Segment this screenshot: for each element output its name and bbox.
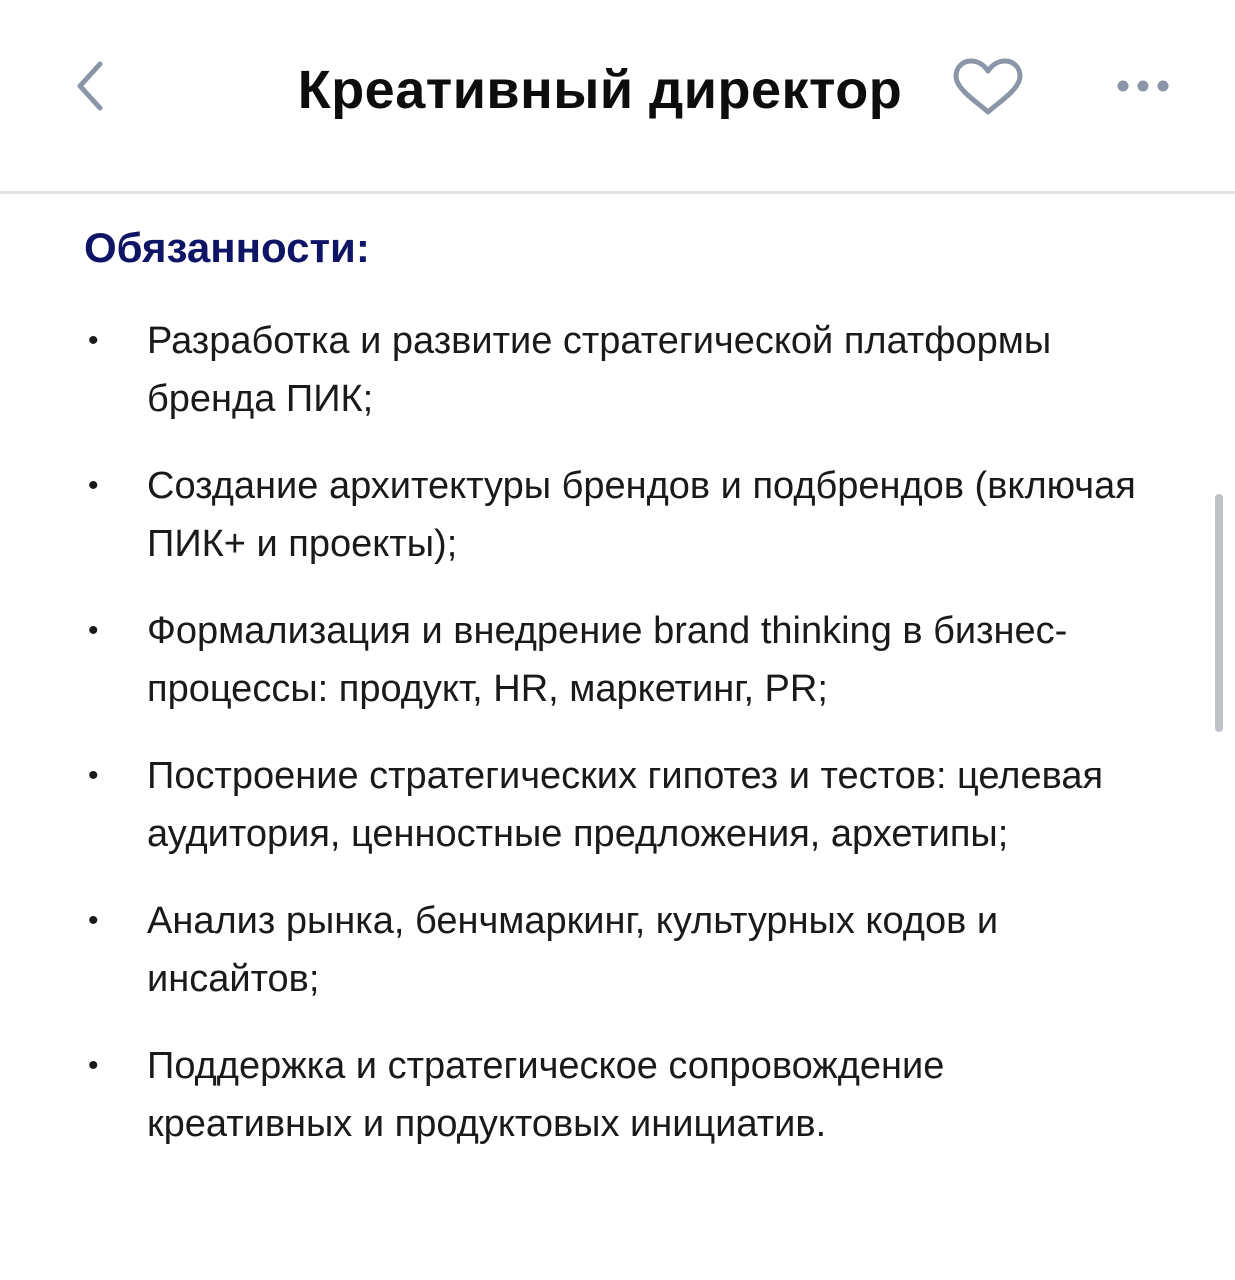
list-item-text: Поддержка и стратегическое сопровождение креативных и продуктовых инициатив. [147, 1045, 945, 1145]
bullet: • [88, 324, 99, 357]
list-item-text: Формализация и внедрение brand thinking в бизнес-процессы: продукт, HR, маркетинг, PR; [147, 610, 1068, 710]
bullet: • [88, 759, 99, 792]
list-item [0, 747, 1137, 863]
section-heading: Обязанности: [84, 224, 370, 271]
duties-list [0, 312, 1200, 1182]
favorite-button[interactable] [948, 52, 1028, 122]
back-button[interactable] [62, 56, 118, 116]
bullet: • [88, 469, 99, 502]
list-item [0, 602, 1137, 718]
list-item-text: Анализ рынка, бенчмаркинг, культурных кодов и инсайтов; [147, 900, 999, 1000]
scrollbar[interactable] [1215, 494, 1223, 732]
list-item-text: Создание архитектуры брендов и подбрендов (включая ПИК+ и проекты); [147, 465, 1136, 565]
list-item [0, 312, 1137, 428]
list-item-text: Разработка и развитие стратегической платформы бренда ПИК; [147, 320, 1052, 420]
heart-outline-icon [950, 56, 1026, 118]
list-item [0, 1037, 1137, 1153]
navigation-bar [0, 0, 1235, 194]
list-item [0, 457, 1137, 573]
bullet: • [88, 614, 99, 647]
list-item-text: Построение стратегических гипотез и тестов: целевая аудитория, ценностные предложения, архетипы; [147, 755, 1104, 855]
more-options-button[interactable] [1108, 60, 1178, 112]
bullet: • [88, 904, 99, 937]
bullet: • [88, 1049, 99, 1082]
page-title: Креативный директор [297, 60, 903, 120]
chevron-left-icon [70, 58, 110, 114]
list-item [0, 892, 1137, 1008]
more-horizontal-icon [1113, 76, 1173, 96]
